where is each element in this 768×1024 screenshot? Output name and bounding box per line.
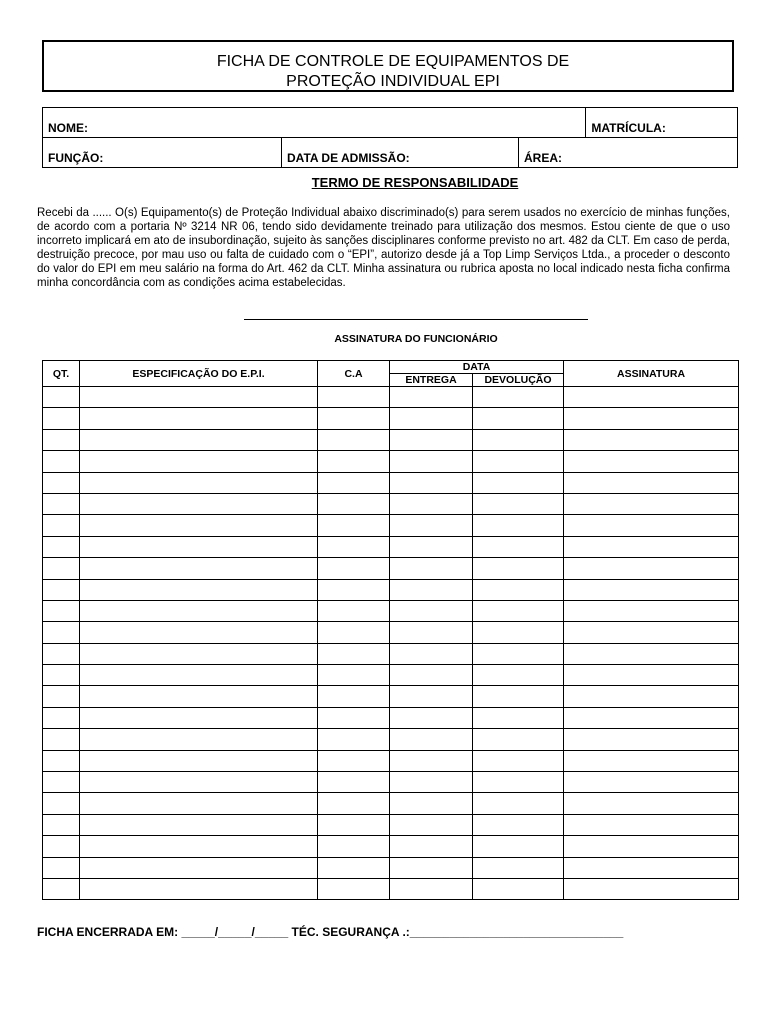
table-row <box>43 836 739 857</box>
devolucao-cell[interactable] <box>473 814 564 835</box>
especificacao-cell[interactable] <box>80 536 318 557</box>
devolucao-cell[interactable] <box>473 451 564 472</box>
table-row <box>43 472 739 493</box>
assinatura-cell[interactable] <box>564 707 739 728</box>
qt-cell[interactable] <box>43 878 80 899</box>
ca-cell[interactable] <box>318 836 390 857</box>
qt-cell[interactable] <box>43 643 80 664</box>
table-row <box>43 515 739 536</box>
assinatura-cell[interactable] <box>564 600 739 621</box>
especificacao-cell[interactable] <box>80 622 318 643</box>
especificacao-cell[interactable] <box>80 451 318 472</box>
footer-ficha-encerrada: FICHA ENCERRADA EM: _____/_____/_____ TÉC. SEGURANÇA .:________________________________ <box>37 925 624 939</box>
ca-cell[interactable] <box>318 772 390 793</box>
especificacao-cell[interactable] <box>80 429 318 450</box>
form-title-line2: PROTEÇÃO INDIVIDUAL EPI <box>286 73 500 90</box>
entrega-cell[interactable] <box>390 600 473 621</box>
header-data: DATA <box>390 361 564 374</box>
assinatura-cell[interactable] <box>564 387 739 408</box>
devolucao-cell[interactable] <box>473 387 564 408</box>
ca-cell[interactable] <box>318 665 390 686</box>
termo-title: TERMO DE RESPONSABILIDADE <box>311 175 519 190</box>
qt-cell[interactable] <box>43 836 80 857</box>
entrega-cell[interactable] <box>390 707 473 728</box>
especificacao-cell[interactable] <box>80 408 318 429</box>
header-especificacao: ESPECIFICAÇÃO DO E.P.I. <box>80 361 318 387</box>
ca-cell[interactable] <box>318 622 390 643</box>
assinatura-cell[interactable] <box>564 686 739 707</box>
funcao-field[interactable] <box>43 138 282 168</box>
assinatura-cell[interactable] <box>564 515 739 536</box>
ca-cell[interactable] <box>318 857 390 878</box>
entrega-cell[interactable] <box>390 472 473 493</box>
assinatura-cell[interactable] <box>564 429 739 450</box>
qt-cell[interactable] <box>43 493 80 514</box>
table-row <box>43 772 739 793</box>
assinatura-cell[interactable] <box>564 857 739 878</box>
entrega-cell[interactable] <box>390 622 473 643</box>
ca-cell[interactable] <box>318 793 390 814</box>
devolucao-cell[interactable] <box>473 536 564 557</box>
entrega-cell[interactable] <box>390 814 473 835</box>
employee-signature-line[interactable] <box>244 319 588 320</box>
matricula-field[interactable] <box>586 108 738 138</box>
devolucao-cell[interactable] <box>473 836 564 857</box>
entrega-cell[interactable] <box>390 878 473 899</box>
qt-cell[interactable] <box>43 536 80 557</box>
assinatura-cell[interactable] <box>564 814 739 835</box>
especificacao-cell[interactable] <box>80 493 318 514</box>
devolucao-cell[interactable] <box>473 429 564 450</box>
form-title <box>42 40 734 92</box>
especificacao-cell[interactable] <box>80 558 318 579</box>
funcao-label: FUNÇÃO: <box>48 151 104 165</box>
especificacao-cell[interactable] <box>80 686 318 707</box>
qt-cell[interactable] <box>43 686 80 707</box>
assinatura-cell[interactable] <box>564 622 739 643</box>
entrega-cell[interactable] <box>390 836 473 857</box>
entrega-cell[interactable] <box>390 515 473 536</box>
assinatura-cell[interactable] <box>564 793 739 814</box>
header-devolucao: DEVOLUÇÃO <box>473 374 564 387</box>
assinatura-cell[interactable] <box>564 643 739 664</box>
qt-cell[interactable] <box>43 558 80 579</box>
table-row <box>43 857 739 878</box>
table-row <box>43 665 739 686</box>
table-row <box>43 579 739 600</box>
qt-cell[interactable] <box>43 600 80 621</box>
epi-table <box>42 360 739 900</box>
especificacao-cell[interactable] <box>80 515 318 536</box>
ca-cell[interactable] <box>318 814 390 835</box>
qt-cell[interactable] <box>43 857 80 878</box>
especificacao-cell[interactable] <box>80 729 318 750</box>
data-admissao-field[interactable] <box>282 138 519 168</box>
table-row <box>43 643 739 664</box>
entrega-cell[interactable] <box>390 536 473 557</box>
assinatura-cell[interactable] <box>564 493 739 514</box>
especificacao-cell[interactable] <box>80 643 318 664</box>
qt-cell[interactable] <box>43 579 80 600</box>
especificacao-cell[interactable] <box>80 665 318 686</box>
ca-cell[interactable] <box>318 729 390 750</box>
ca-cell[interactable] <box>318 451 390 472</box>
table-row <box>43 814 739 835</box>
qt-cell[interactable] <box>43 387 80 408</box>
qt-cell[interactable] <box>43 707 80 728</box>
termo-text: Recebi da ...... O(s) Equipamento(s) de Proteção Individual abaixo discriminado(s) para serem usados no exercício de minhas funções, de acordo com a portaria Nº 3214 NR 06, tendo sido devidamente treinado para utilização dos mesmos. Estou ciente de que o uso incorreto implicará em ato de insubordinação, sujeito às sanções disciplinares conforme previsto no art. 482 da CLT. Em caso de perda, destruição precoce, por mau uso ou falta de cuidado com o “EPI”, autorizo desde já a Top Limp Serviços Ltda., a proceder o desconto do valor do EPI em meu salário na forma do Art. 462 da CLT. Minha assinatura ou rubrica aposta no local indicado nesta ficha confirma minha concordância com as condições acima estabelecidas. <box>37 207 730 289</box>
assinatura-cell[interactable] <box>564 451 739 472</box>
especificacao-cell[interactable] <box>80 579 318 600</box>
table-row <box>43 387 739 408</box>
devolucao-cell[interactable] <box>473 772 564 793</box>
assinatura-cell[interactable] <box>564 665 739 686</box>
qt-cell[interactable] <box>43 472 80 493</box>
especificacao-cell[interactable] <box>80 750 318 771</box>
qt-cell[interactable] <box>43 772 80 793</box>
entrega-cell[interactable] <box>390 643 473 664</box>
entrega-cell[interactable] <box>390 857 473 878</box>
assinatura-cell[interactable] <box>564 472 739 493</box>
devolucao-cell[interactable] <box>473 643 564 664</box>
devolucao-cell[interactable] <box>473 686 564 707</box>
especificacao-cell[interactable] <box>80 707 318 728</box>
entrega-cell[interactable] <box>390 665 473 686</box>
nome-label: NOME: <box>48 121 88 135</box>
ca-cell[interactable] <box>318 750 390 771</box>
assinatura-cell[interactable] <box>564 836 739 857</box>
header-assinatura: ASSINATURA <box>564 361 739 387</box>
devolucao-cell[interactable] <box>473 750 564 771</box>
employee-info-table <box>42 107 738 168</box>
devolucao-cell[interactable] <box>473 729 564 750</box>
table-row <box>43 451 739 472</box>
assinatura-cell[interactable] <box>564 729 739 750</box>
area-field[interactable] <box>519 138 738 168</box>
header-qt: QT. <box>43 361 80 387</box>
ca-cell[interactable] <box>318 707 390 728</box>
devolucao-cell[interactable] <box>473 878 564 899</box>
assinatura-cell[interactable] <box>564 878 739 899</box>
table-row <box>43 493 739 514</box>
devolucao-cell[interactable] <box>473 600 564 621</box>
ca-cell[interactable] <box>318 536 390 557</box>
qt-cell[interactable] <box>43 515 80 536</box>
entrega-cell[interactable] <box>390 686 473 707</box>
qt-cell[interactable] <box>43 451 80 472</box>
devolucao-cell[interactable] <box>473 515 564 536</box>
devolucao-cell[interactable] <box>473 622 564 643</box>
ca-cell[interactable] <box>318 515 390 536</box>
assinatura-cell[interactable] <box>564 558 739 579</box>
table-row <box>43 750 739 771</box>
entrega-cell[interactable] <box>390 793 473 814</box>
qt-cell[interactable] <box>43 793 80 814</box>
devolucao-cell[interactable] <box>473 472 564 493</box>
assinatura-cell[interactable] <box>564 408 739 429</box>
especificacao-cell[interactable] <box>80 772 318 793</box>
assinatura-cell[interactable] <box>564 579 739 600</box>
devolucao-cell[interactable] <box>473 857 564 878</box>
ca-cell[interactable] <box>318 493 390 514</box>
ca-cell[interactable] <box>318 429 390 450</box>
matricula-label: MATRÍCULA: <box>591 121 666 135</box>
qt-cell[interactable] <box>43 622 80 643</box>
ca-cell[interactable] <box>318 600 390 621</box>
entrega-cell[interactable] <box>390 408 473 429</box>
table-row <box>43 429 739 450</box>
header-entrega: ENTREGA <box>390 374 473 387</box>
ca-cell[interactable] <box>318 472 390 493</box>
data-admissao-label: DATA DE ADMISSÃO: <box>287 151 410 165</box>
qt-cell[interactable] <box>43 429 80 450</box>
entrega-cell[interactable] <box>390 750 473 771</box>
ca-cell[interactable] <box>318 558 390 579</box>
table-row <box>43 707 739 728</box>
table-row <box>43 793 739 814</box>
devolucao-cell[interactable] <box>473 408 564 429</box>
table-row <box>43 878 739 899</box>
area-label: ÁREA: <box>524 151 562 165</box>
especificacao-cell[interactable] <box>80 600 318 621</box>
devolucao-cell[interactable] <box>473 665 564 686</box>
entrega-cell[interactable] <box>390 772 473 793</box>
especificacao-cell[interactable] <box>80 878 318 899</box>
entrega-cell[interactable] <box>390 429 473 450</box>
ca-cell[interactable] <box>318 686 390 707</box>
qt-cell[interactable] <box>43 729 80 750</box>
entrega-cell[interactable] <box>390 451 473 472</box>
table-row <box>43 686 739 707</box>
table-row <box>43 729 739 750</box>
entrega-cell[interactable] <box>390 558 473 579</box>
especificacao-cell[interactable] <box>80 857 318 878</box>
qt-cell[interactable] <box>43 814 80 835</box>
devolucao-cell[interactable] <box>473 793 564 814</box>
qt-cell[interactable] <box>43 665 80 686</box>
table-row <box>43 600 739 621</box>
devolucao-cell[interactable] <box>473 493 564 514</box>
entrega-cell[interactable] <box>390 387 473 408</box>
form-title-line1: FICHA DE CONTROLE DE EQUIPAMENTOS DE <box>216 53 570 70</box>
entrega-cell[interactable] <box>390 579 473 600</box>
table-row <box>43 408 739 429</box>
especificacao-cell[interactable] <box>80 387 318 408</box>
employee-signature-label: ASSINATURA DO FUNCIONÁRIO <box>334 333 498 345</box>
table-row <box>43 558 739 579</box>
ca-cell[interactable] <box>318 579 390 600</box>
table-row <box>43 622 739 643</box>
ca-cell[interactable] <box>318 408 390 429</box>
especificacao-cell[interactable] <box>80 836 318 857</box>
devolucao-cell[interactable] <box>473 558 564 579</box>
qt-cell[interactable] <box>43 750 80 771</box>
especificacao-cell[interactable] <box>80 793 318 814</box>
especificacao-cell[interactable] <box>80 814 318 835</box>
qt-cell[interactable] <box>43 408 80 429</box>
ca-cell[interactable] <box>318 387 390 408</box>
entrega-cell[interactable] <box>390 493 473 514</box>
table-row <box>43 536 739 557</box>
entrega-cell[interactable] <box>390 729 473 750</box>
ca-cell[interactable] <box>318 643 390 664</box>
assinatura-cell[interactable] <box>564 772 739 793</box>
devolucao-cell[interactable] <box>473 579 564 600</box>
especificacao-cell[interactable] <box>80 472 318 493</box>
ca-cell[interactable] <box>318 878 390 899</box>
header-ca: C.A <box>318 361 390 387</box>
assinatura-cell[interactable] <box>564 750 739 771</box>
nome-field[interactable] <box>43 108 586 138</box>
assinatura-cell[interactable] <box>564 536 739 557</box>
devolucao-cell[interactable] <box>473 707 564 728</box>
